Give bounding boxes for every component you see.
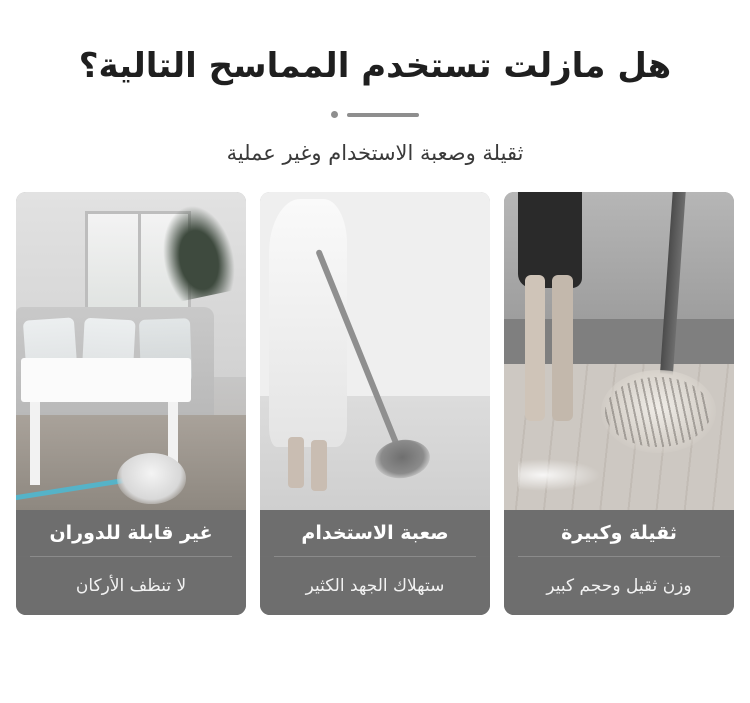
page-title: هل مازلت تستخدم المماسح التالية؟ [78, 46, 672, 86]
card-caption-sub: لا تنظف الأركان [16, 557, 246, 615]
divider-dot [331, 111, 338, 118]
card-caption-main: ثقيلة وكبيرة [504, 510, 734, 556]
card-list [0, 168, 750, 615]
divider-bar [347, 113, 419, 117]
card-item [504, 192, 734, 615]
card-caption-main: غير قابلة للدوران [16, 510, 246, 556]
card-caption-main: صعبة الاستخدام [260, 510, 490, 556]
card-item [16, 192, 246, 615]
page-subtitle: ثقيلة وصعبة الاستخدام وغير عملية [226, 140, 524, 165]
legs-with-mop-on-tiled-floor-photo [504, 192, 734, 510]
card-caption-sub: وزن ثقيل وحجم كبير [504, 557, 734, 615]
divider [0, 109, 750, 121]
living-room-table-with-mop-photo [16, 192, 246, 510]
person-mopping-floor-photo [260, 192, 490, 510]
card-item [260, 192, 490, 615]
card-caption-sub: ستهلاك الجهد الكثير [260, 557, 490, 615]
